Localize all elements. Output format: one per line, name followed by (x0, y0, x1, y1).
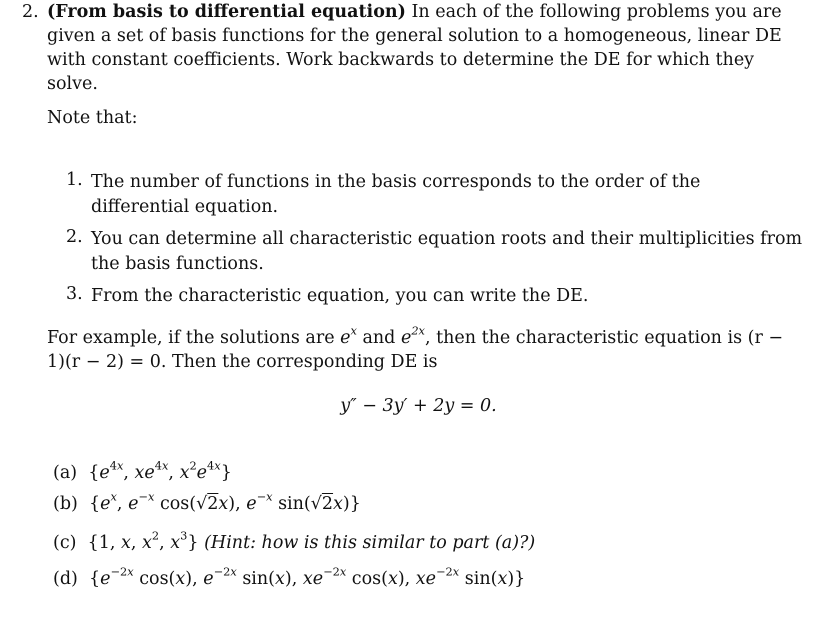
problem-number: 2. (22, 2, 39, 22)
part-c-basis: {1, x, $x^2$, $x^3$} (87, 528, 199, 553)
part-a: (a) {$e^{4x}$, $xe^{4x}$, $x^2e^{4x}$} (53, 458, 232, 483)
part-d: (d) {$e^{-2x}$ cos(x), $e^{-2x}$ sin(x), $xe^{-2x}$ cos(x), $xe^{-2x}$ sin(x)} (53, 564, 526, 589)
note-item-1: The number of functions in the basis corresponds to the order of the differential equation. (91, 172, 701, 217)
example-equation: y″ − 3y′ + 2y = 0. (340, 396, 497, 416)
note-item-3: From the characteristic equation, you can write the DE. (91, 286, 589, 306)
part-c-hint: (Hint: how is this similar to part (a)?) (204, 533, 536, 553)
note-number-1: 1. (66, 170, 83, 190)
problem-title: (From basis to differential equation) (47, 2, 406, 22)
part-a-basis: {$e^{4x}$, $xe^{4x}$, $x^2e^{4x}$} (88, 458, 232, 483)
part-b: (b) {$e^x$, $e^{-x}$ cos(√2x), $e^{-x}$ sin(√2x)} (53, 489, 361, 514)
note-item-2: You can determine all characteristic equation roots and their multiplicities from the basis functions. (91, 229, 803, 274)
note-label: Note that: (47, 108, 138, 128)
note-number-2: 2. (66, 227, 83, 247)
part-b-basis: {$e^x$, $e^{-x}$ cos(√2x), $e^{-x}$ sin(√2x)} (89, 489, 361, 514)
note-number-3: 3. (66, 284, 83, 304)
example-paragraph: For example, if the solutions are $e^x$ and $e^{2x}$, then the characteristic equation is (r − 1)(r − 2) = 0. Then the corresponding DE is (47, 323, 784, 372)
part-c: (c) {1, x, $x^2$, $x^3$} (Hint: how is this similar to part (a)?) (53, 528, 536, 553)
problem-intro-text: In each of the following problems you are given a set of basis functions for the general solution to a homogeneous, linear DE with constant coefficients. Work backwards to determine the DE for which they solve. (47, 2, 782, 94)
problem-intro (47, 0, 807, 96)
part-d-basis: {$e^{-2x}$ cos(x), $e^{-2x}$ sin(x), $xe^{-2x}$ cos(x), $xe^{-2x}$ sin(x)} (89, 564, 526, 589)
